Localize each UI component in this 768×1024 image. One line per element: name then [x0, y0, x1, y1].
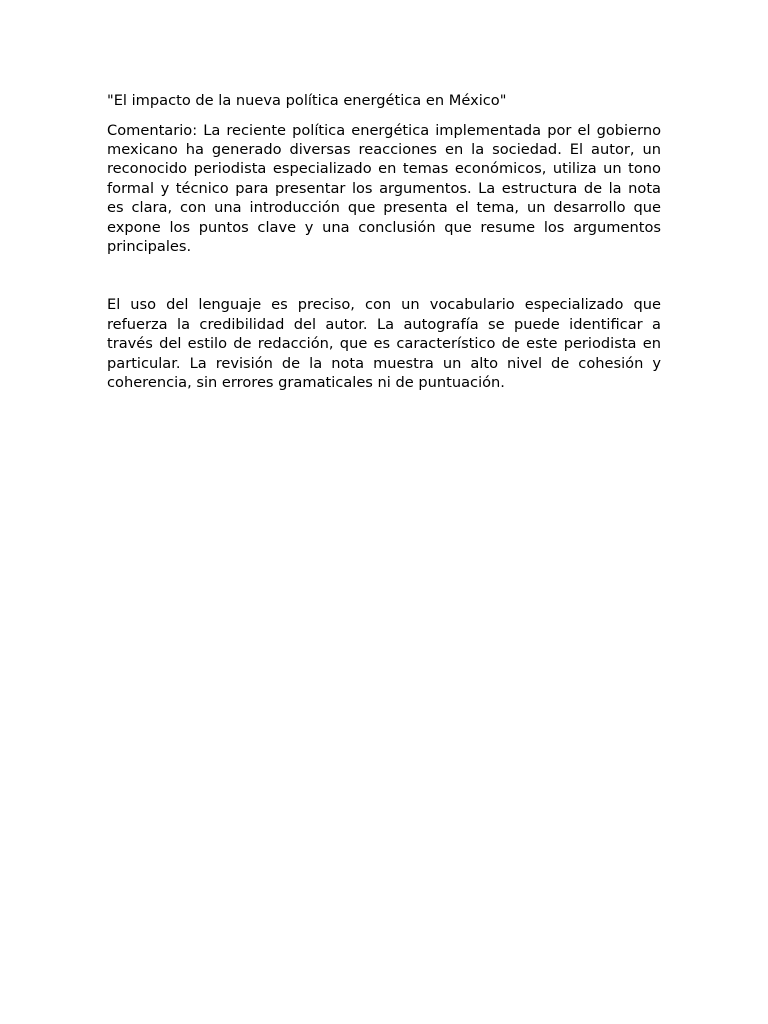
paragraph-commentary: Comentario: La reciente política energética implementada por el gobierno mexicano ha generado diversas reacciones en la sociedad. El autor, un reconocido periodista especializado en temas económicos, utiliza un tono formal y técnico para presentar los argumentos. La estructura de la nota es clara, con una introducción que presenta el tema, un desarrollo que expone los puntos clave y una conclusión que resume los argumentos principales. — [107, 121, 661, 255]
document-body — [107, 91, 661, 392]
paragraph-language-analysis: El uso del lenguaje es preciso, con un vocabulario especializado que refuerza la credibilidad del autor. La autografía se puede identificar a través del estilo de redacción, que es característico de este periodista en particular. La revisión de la nota muestra un alto nivel de cohesión y coherencia, sin errores gramaticales ni de puntuación. — [107, 296, 661, 391]
document-title: "El impacto de la nueva política energética en México" — [107, 92, 507, 109]
